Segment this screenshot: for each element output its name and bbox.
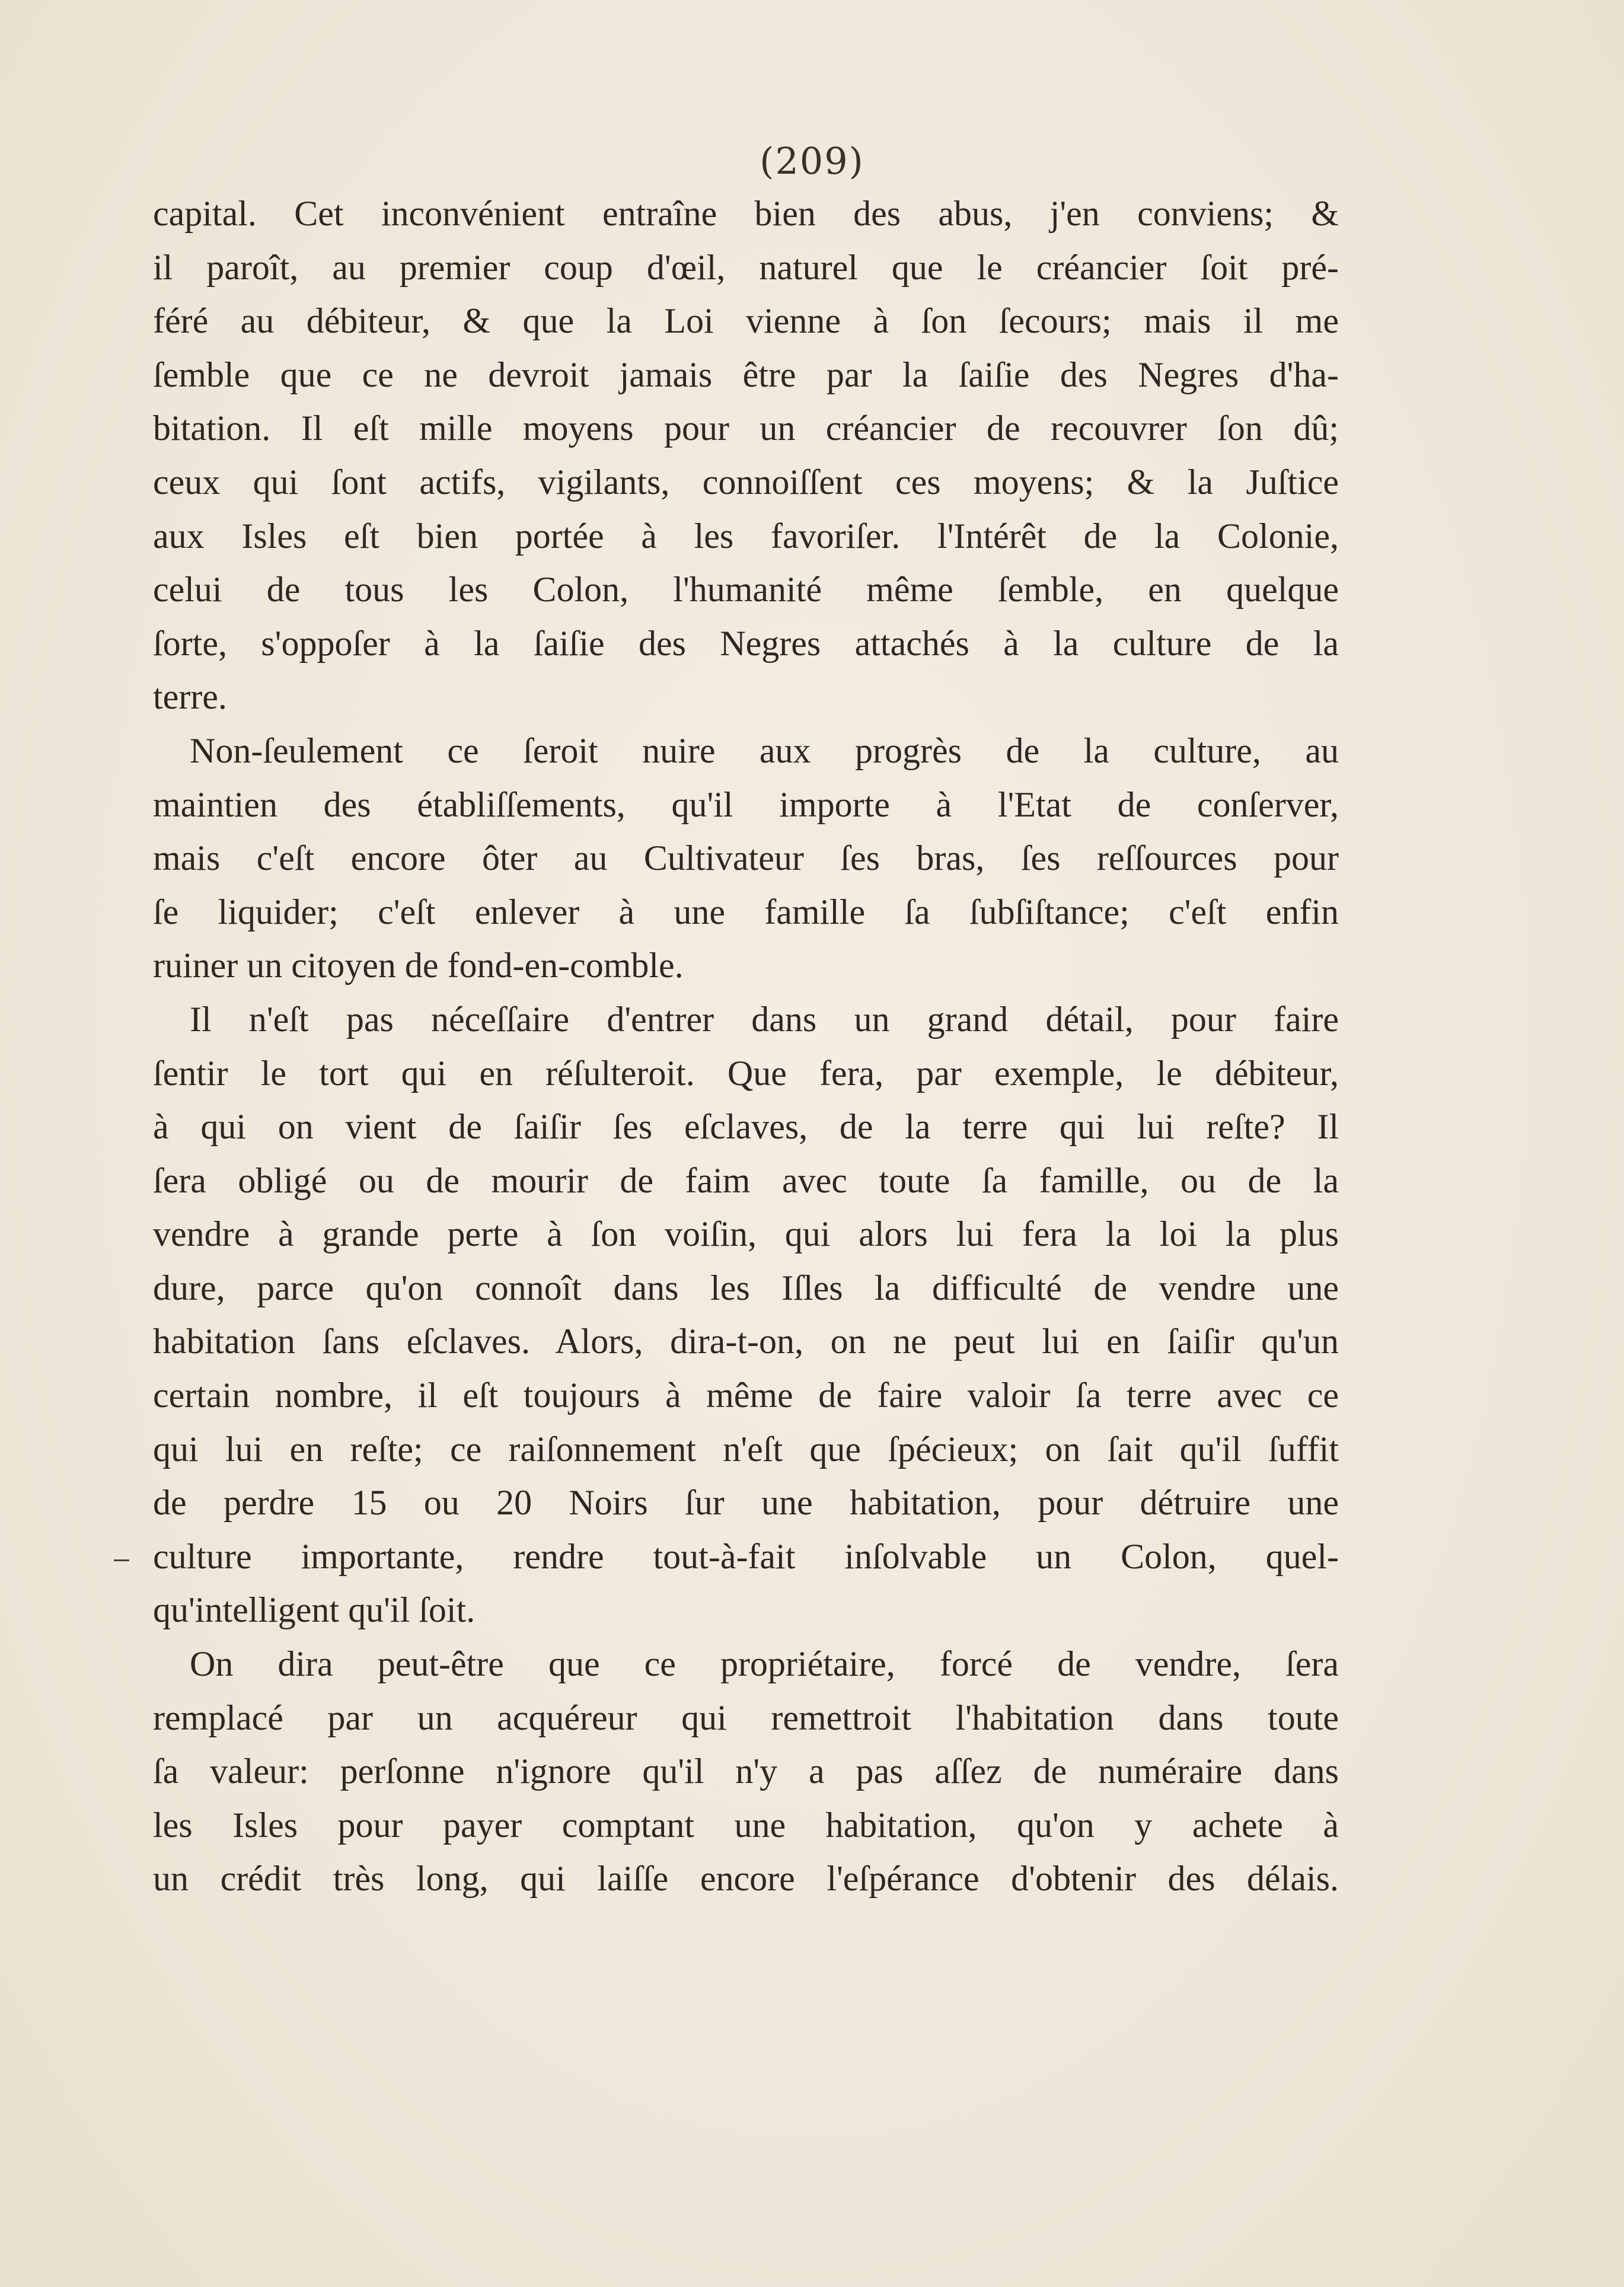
text-line: ruiner un citoyen de fond-en-comble. [153, 946, 684, 985]
paragraph-4 [153, 1637, 1339, 1906]
text-line: ſera obligé ou de mourir de faim avec toute ſa famille, ou de la [153, 1160, 1339, 1200]
text-line: ceux qui ſont actifs, vigilants, connoiſſent ces moyens; & la Juſtice [153, 462, 1339, 502]
text-line: bitation. Il eſt mille moyens pour un créancier de recouvrer ſon dû; [153, 409, 1339, 448]
text-line: qu'intelligent qu'il ſoit. [153, 1590, 476, 1630]
text-line: On dira peut-être que ce propriétaire, forcé de vendre, ſera [190, 1644, 1339, 1684]
text-line: celui de tous les Colon, l'humanité même ſemble, en quelque [153, 570, 1339, 610]
text-line: certain nombre, il eſt toujours à même de faire valoir ſa terre avec ce [153, 1376, 1339, 1415]
text-line: culture importante, rendre tout-à-fait inſolvable un Colon, quel- [153, 1536, 1339, 1576]
paragraph-1 [153, 187, 1339, 724]
text-line: capital. Cet inconvénient entraîne bien des abus, j'en conviens; & [153, 194, 1339, 233]
margin-dash-mark [114, 1559, 129, 1561]
text-line: remplacé par un acquéreur qui remettroit l'habitation dans toute [153, 1698, 1339, 1737]
page-number: (209) [760, 139, 864, 183]
text-line: un crédit très long, qui laiſſe encore l'eſpérance d'obtenir des délais. [153, 1859, 1339, 1899]
text-line: terre. [153, 677, 227, 717]
text-line: vendre à grande perte à ſon voiſin, qui alors lui fera la loi la plus [153, 1214, 1339, 1254]
paragraph-2 [153, 724, 1339, 993]
text-line: qui lui en reſte; ce raiſonnement n'eſt que ſpécieux; on ſait qu'il ſuffit [153, 1429, 1339, 1469]
text-line: Non-ſeulement ce ſeroit nuire aux progrès de la culture, au [190, 731, 1339, 770]
text-line: ſa valeur: perſonne n'ignore qu'il n'y a pas aſſez de numéraire dans [153, 1752, 1339, 1791]
text-line: ſe liquider; c'eſt enlever à une famille ſa ſubſiſtance; c'eſt enfin [153, 892, 1339, 932]
text-line: dure, parce qu'on connoît dans les Iſles la difficulté de vendre une [153, 1268, 1339, 1307]
text-line: mais c'eſt encore ôter au Cultivateur ſes bras, ſes reſſources pour [153, 838, 1339, 878]
text-line: de perdre 15 ou 20 Noirs ſur une habitation, pour détruire une [153, 1483, 1339, 1523]
text-line: aux Isles eſt bien portée à les favoriſer. l'Intérêt de la Colonie, [153, 516, 1339, 556]
paragraph-3 [153, 993, 1339, 1637]
text-line: ſemble que ce ne devroit jamais être par la ſaiſie des Negres d'ha- [153, 355, 1339, 394]
body-text [153, 187, 1339, 1906]
text-line: ſentir le tort qui en réſulteroit. Que fera, par exemple, le débiteur, [153, 1053, 1339, 1093]
text-line: les Isles pour payer comptant une habitation, qu'on y achete à [153, 1805, 1339, 1845]
text-line: il paroît, au premier coup d'œil, naturel que le créancier ſoit pré- [153, 247, 1339, 287]
text-line: ſorte, s'oppoſer à la ſaiſie des Negres attachés à la culture de la [153, 623, 1339, 663]
text-line: féré au débiteur, & que la Loi vienne à ſon ſecours; mais il me [153, 301, 1339, 341]
text-line: habitation ſans eſclaves. Alors, dira-t-on, on ne peut lui en ſaiſir qu'un [153, 1322, 1339, 1361]
text-line: à qui on vient de ſaiſir ſes eſclaves, de la terre qui lui reſte? Il [153, 1107, 1339, 1147]
text-line: Il n'eſt pas néceſſaire d'entrer dans un grand détail, pour faire [190, 999, 1339, 1039]
text-line: maintien des établiſſements, qu'il importe à l'Etat de conſerver, [153, 784, 1339, 824]
